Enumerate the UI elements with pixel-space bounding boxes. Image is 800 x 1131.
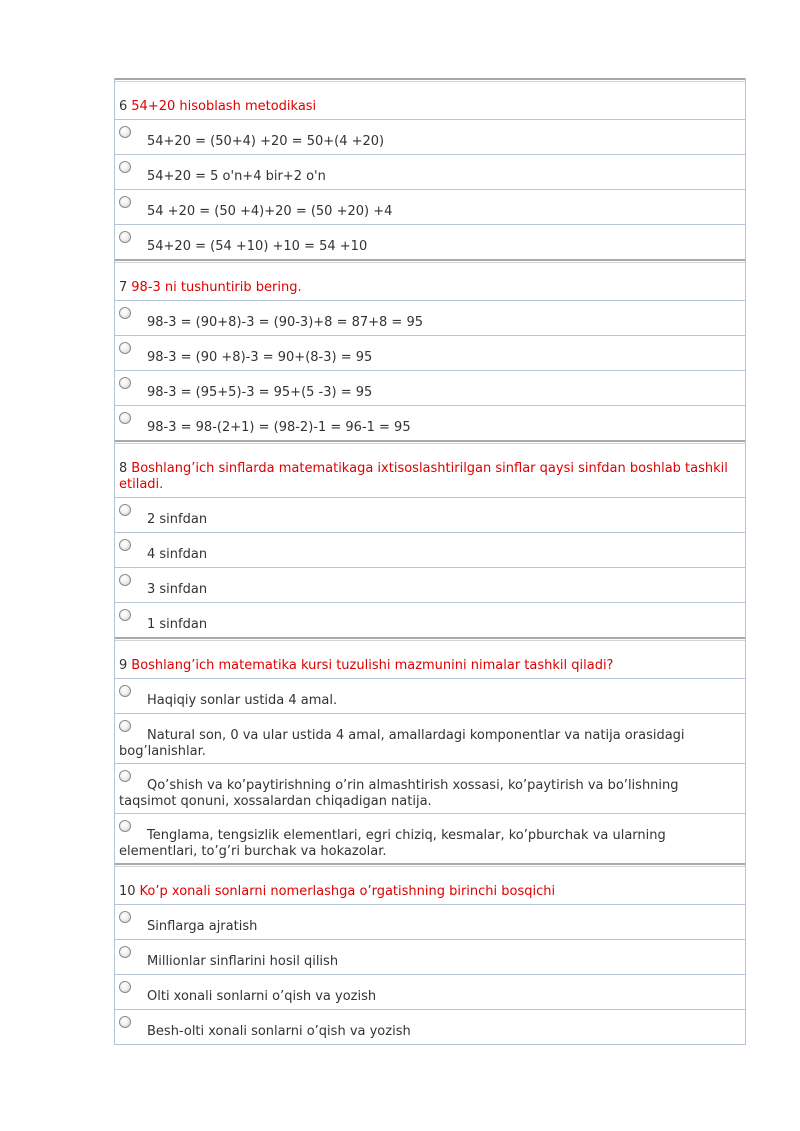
question-text: 54+20 hisoblash metodikasi: [131, 99, 317, 114]
answer-option[interactable]: [115, 1010, 745, 1044]
answer-option[interactable]: [115, 371, 745, 406]
radio-button-icon[interactable]: [119, 377, 131, 389]
radio-button-icon[interactable]: [119, 946, 131, 958]
radio-button-icon[interactable]: [119, 231, 131, 243]
answer-option[interactable]: [115, 406, 745, 440]
answer-option[interactable]: [115, 568, 745, 603]
answer-option[interactable]: [115, 336, 745, 371]
answer-option[interactable]: [115, 155, 745, 190]
answer-option-label: 54+20 = (50+4) +20 = 50+(4 +20): [147, 134, 385, 149]
question-block: [115, 637, 745, 863]
answer-option-label: 3 sinfdan: [147, 582, 208, 597]
answer-option[interactable]: [115, 190, 745, 225]
question-title: [115, 867, 745, 905]
question-number: 9: [119, 658, 128, 673]
radio-button-icon[interactable]: [119, 720, 131, 732]
answer-option[interactable]: [115, 498, 745, 533]
answer-option-label: 98-3 = 98-(2+1) = (98-2)-1 = 96-1 = 95: [147, 420, 411, 435]
radio-button-icon[interactable]: [119, 126, 131, 138]
radio-button-icon[interactable]: [119, 609, 131, 621]
question-block: [115, 78, 745, 259]
radio-button-icon[interactable]: [119, 685, 131, 697]
question-text: 98-3 ni tushuntirib bering.: [131, 280, 302, 295]
radio-button-icon[interactable]: [119, 770, 131, 782]
answer-option-label: Natural son, 0 va ular ustida 4 amal, amallardagi komponentlar va natija orasidagi bog’lanishlar.: [119, 728, 685, 759]
answer-option-label: Olti xonali sonlarni o’qish va yozish: [147, 989, 377, 1004]
answer-option-label: 54 +20 = (50 +4)+20 = (50 +20) +4: [147, 204, 393, 219]
question-number: 10: [119, 884, 136, 899]
answer-option-label: 2 sinfdan: [147, 512, 208, 527]
answer-option-label: 54+20 = 5 o'n+4 bir+2 o'n: [147, 169, 326, 184]
answer-option[interactable]: [115, 679, 745, 714]
answer-option[interactable]: [115, 814, 745, 863]
radio-button-icon[interactable]: [119, 412, 131, 424]
question-number: 7: [119, 280, 128, 295]
radio-button-icon[interactable]: [119, 161, 131, 173]
radio-button-icon[interactable]: [119, 981, 131, 993]
radio-button-icon[interactable]: [119, 1016, 131, 1028]
answer-option-label: 98-3 = (90 +8)-3 = 90+(8-3) = 95: [147, 350, 373, 365]
answer-option-label: 4 sinfdan: [147, 547, 208, 562]
radio-button-icon[interactable]: [119, 539, 131, 551]
answer-option[interactable]: [115, 225, 745, 259]
radio-button-icon[interactable]: [119, 342, 131, 354]
question-block: [115, 863, 745, 1044]
question-title: [115, 641, 745, 679]
answer-option[interactable]: [115, 764, 745, 814]
radio-button-icon[interactable]: [119, 820, 131, 832]
radio-button-icon[interactable]: [119, 196, 131, 208]
answer-option-label: Tenglama, tengsizlik elementlari, egri chiziq, kesmalar, ko’pburchak va ularning elementlari, to’g’ri burchak va hokazolar.: [119, 828, 666, 859]
radio-button-icon[interactable]: [119, 307, 131, 319]
answer-option-label: 1 sinfdan: [147, 617, 208, 632]
question-block: [115, 440, 745, 637]
question-number: 6: [119, 99, 128, 114]
answer-option-label: Sinflarga ajratish: [147, 919, 258, 934]
answer-option-label: Haqiqiy sonlar ustida 4 amal.: [147, 693, 338, 708]
answer-option-label: Besh-olti xonali sonlarni o’qish va yozish: [147, 1024, 411, 1039]
radio-button-icon[interactable]: [119, 911, 131, 923]
answer-option[interactable]: [115, 603, 745, 637]
radio-button-icon[interactable]: [119, 504, 131, 516]
question-text: Boshlang’ich sinflarda matematikaga ixtisoslashtirilgan sinflar qaysi sinfdan boshlab tashkil etiladi.: [119, 461, 728, 492]
question-block: [115, 259, 745, 440]
answer-option-label: 54+20 = (54 +10) +10 = 54 +10: [147, 239, 368, 254]
answer-option[interactable]: [115, 714, 745, 764]
answer-option-label: Qo’shish va ko’paytirishning o’rin almashtirish xossasi, ko’paytirish va bo’lishning taqsimot qonuni, xossalardan chiqadigan natija.: [119, 778, 679, 809]
question-title: [115, 263, 745, 301]
answer-option-label: Millionlar sinflarini hosil qilish: [147, 954, 339, 969]
question-title: [115, 82, 745, 120]
answer-option[interactable]: [115, 975, 745, 1010]
answer-option[interactable]: [115, 905, 745, 940]
quiz-container: [114, 78, 746, 1045]
answer-option[interactable]: [115, 940, 745, 975]
answer-option-label: 98-3 = (90+8)-3 = (90-3)+8 = 87+8 = 95: [147, 315, 424, 330]
answer-option-label: 98-3 = (95+5)-3 = 95+(5 -3) = 95: [147, 385, 373, 400]
radio-button-icon[interactable]: [119, 574, 131, 586]
question-text: Boshlang’ich matematika kursi tuzulishi mazmunini nimalar tashkil qiladi?: [131, 658, 614, 673]
answer-option[interactable]: [115, 120, 745, 155]
answer-option[interactable]: [115, 533, 745, 568]
question-text: Ko’p xonali sonlarni nomerlashga o’rgatishning birinchi bosqichi: [139, 884, 556, 899]
question-title: [115, 444, 745, 498]
question-number: 8: [119, 461, 128, 476]
answer-option[interactable]: [115, 301, 745, 336]
